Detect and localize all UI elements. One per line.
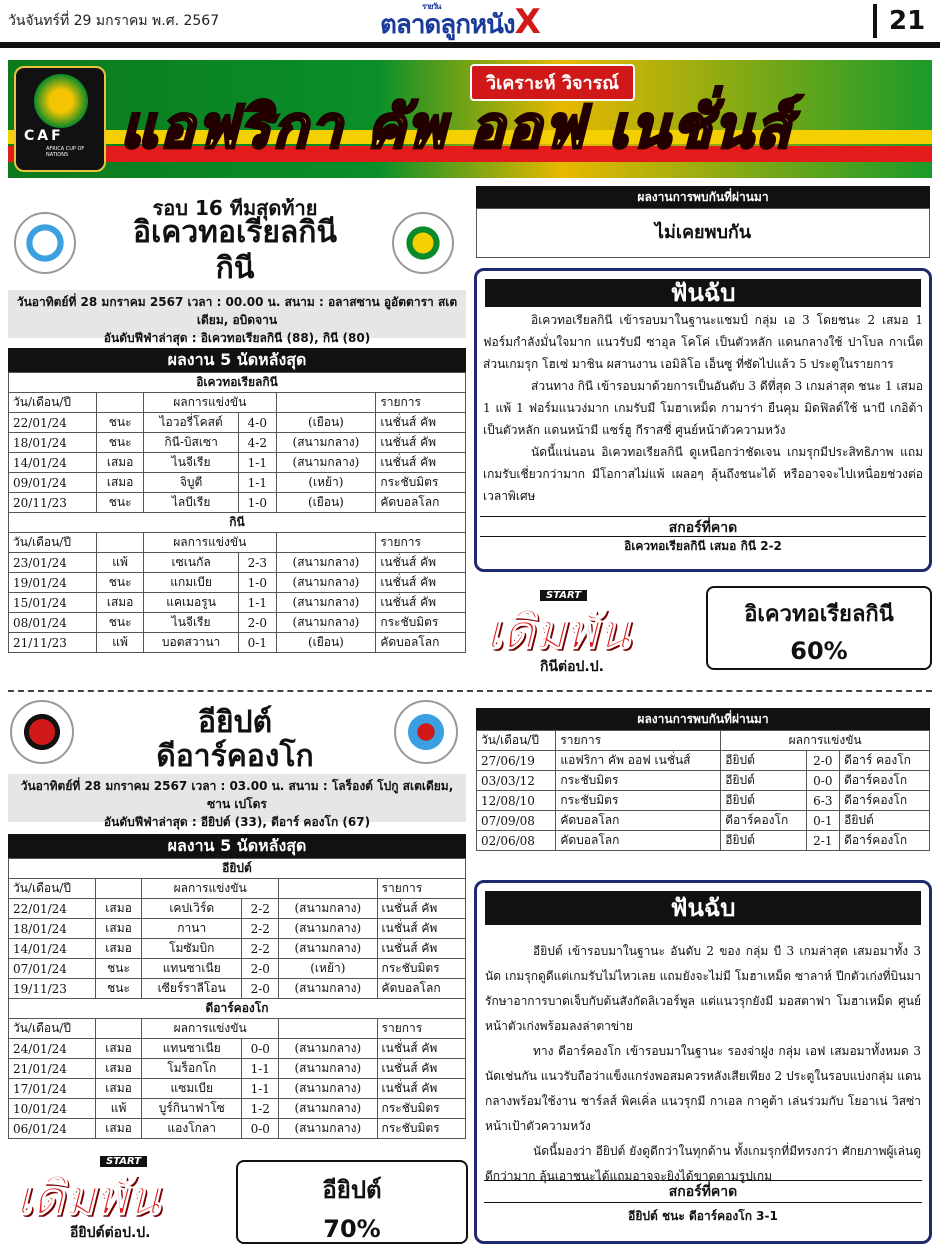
match-date: 18/01/24	[9, 433, 97, 453]
match-outcome: เสมอ	[95, 1119, 141, 1139]
competition: เนชั่นส์ คัพ	[377, 899, 465, 919]
table-row	[9, 413, 466, 433]
score: 2-0	[242, 959, 279, 979]
start-tag: START	[100, 1156, 147, 1167]
venue: (สนามกลาง)	[279, 1059, 377, 1079]
egypt-crest-icon	[10, 700, 74, 764]
match-date: 24/01/24	[9, 1039, 96, 1059]
match-date: 08/01/24	[9, 613, 97, 633]
match-outcome: แพ้	[97, 633, 144, 653]
round-title: รอบ 16 ทีมสุดท้าย	[152, 196, 318, 220]
match-date: 03/03/12	[477, 771, 556, 791]
match-outcome: ชนะ	[97, 573, 144, 593]
form-table	[8, 858, 466, 1139]
score: 1-0	[239, 573, 276, 593]
opponent: บอตสวานา	[144, 633, 239, 653]
table-row	[9, 1059, 466, 1079]
away-subhead: ดีอาร์คองโก	[9, 999, 466, 1019]
away-team: ดีอาร์คองโก	[840, 791, 930, 811]
competition: กระชับมิตร	[377, 959, 465, 979]
col-comp: รายการ	[377, 879, 465, 899]
col-result: ผลการแข่งขัน	[142, 1019, 279, 1039]
handicap-line: กินีต่อป.ป.	[540, 659, 604, 675]
match-outcome: แพ้	[97, 553, 144, 573]
competition: กระชับมิตร	[377, 1099, 465, 1119]
dr-congo-crest-icon	[394, 700, 458, 764]
analysis-p3: นัดนี้มองว่า อียิปต์ ยังดูดีกว่าในทุกด้าน ทั้งเกมรุกที่มีทรงกว่า ศักยภาพผู้เล่นดูดีกว่ามาก ลุ้นเอาชนะได้แถมอาจจะยิงได้ขาดตามรูปเกม	[485, 1144, 921, 1183]
score: 0-1	[239, 633, 276, 653]
match-info-line1: วันอาทิตย์ที่ 28 มกราคม 2567 เวลา : 00.00 น. สนาม : อลาสซาน อูอัตตารา สเตเดียม, อบิดจาน	[16, 295, 458, 327]
score: 1-1	[239, 473, 276, 493]
venue: (สนามกลาง)	[279, 1119, 377, 1139]
match-outcome: เสมอ	[95, 919, 141, 939]
score: 6-3	[806, 791, 840, 811]
away-team: ดีอาร์ คองโก	[840, 751, 930, 771]
home-team: อียิปต์	[721, 751, 806, 771]
competition: คัดบอลโลก	[376, 493, 466, 513]
caf-subtext: AFRICA CUP OF NATIONS	[46, 146, 85, 158]
match-outcome: เสมอ	[95, 1059, 141, 1079]
caf-logo-icon	[14, 66, 106, 172]
competition: เนชั่นส์ คัพ	[376, 433, 466, 453]
venue: (สนามกลาง)	[276, 573, 376, 593]
match-outcome: เสมอ	[95, 1039, 141, 1059]
logo-text: ตลาดลูกหนัง	[380, 10, 515, 40]
start-tag: START	[540, 590, 587, 601]
match-outcome: เสมอ	[95, 939, 141, 959]
match-outcome: เสมอ	[97, 473, 144, 493]
logo-x: X	[514, 2, 540, 42]
home-team: อียิปต์	[721, 771, 806, 791]
match-outcome: แพ้	[95, 1099, 141, 1119]
col-result: ผลการแข่งขัน	[144, 533, 276, 553]
banner-subtitle: วิเคราะห์ วิจารณ์	[470, 64, 635, 101]
form-table	[8, 372, 466, 653]
analysis-title: ฟันฉับ	[485, 279, 921, 307]
competition: เนชั่นส์ คัพ	[377, 1039, 465, 1059]
away-team: อียิปต์	[840, 811, 930, 831]
home-team: อียิปต์	[721, 831, 806, 851]
match-date: 20/11/23	[9, 493, 97, 513]
venue: (สนามกลาง)	[276, 613, 376, 633]
equatorial-guinea-crest-icon	[14, 212, 76, 274]
pick-box	[706, 586, 932, 670]
match-outcome: ชนะ	[97, 433, 144, 453]
home-team: อียิปต์	[721, 791, 806, 811]
competition: เนชั่นส์ คัพ	[377, 939, 465, 959]
col-comp: รายการ	[376, 533, 466, 553]
col-comp: รายการ	[377, 1019, 465, 1039]
opponent: ไนจีเรีย	[144, 453, 239, 473]
match-info-line2: อันดับฟีฟ่าล่าสุด : อียิปต์ (33), ดีอาร์ คองโก (67)	[103, 815, 371, 829]
table-row	[9, 1079, 466, 1099]
venue: (สนามกลาง)	[279, 979, 377, 999]
score: 2-0	[242, 979, 279, 999]
score: 2-2	[242, 939, 279, 959]
competition: คัดบอลโลก	[556, 811, 721, 831]
col-comp: รายการ	[376, 393, 466, 413]
match-date: 06/01/24	[9, 1119, 96, 1139]
home-team-title: อียิปต์	[197, 705, 273, 740]
away-team: ดีอาร์คองโก	[840, 831, 930, 851]
home-team-title: อิเควทอเรียลกินี	[133, 215, 337, 250]
predicted-score: อียิปต์ ชนะ ดีอาร์คองโก 3-1	[484, 1202, 922, 1226]
analysis-title: ฟันฉับ	[485, 891, 921, 925]
score: 1-1	[239, 593, 276, 613]
table-row	[477, 831, 930, 851]
table-row	[9, 1099, 466, 1119]
score: 1-0	[239, 493, 276, 513]
col-result: ผลการแข่งขัน	[142, 879, 279, 899]
venue: (สนามกลาง)	[276, 553, 376, 573]
match-date: 21/01/24	[9, 1059, 96, 1079]
match-date: 07/01/24	[9, 959, 96, 979]
competition: แอฟริกา คัพ ออฟ เนชั่นส์	[556, 751, 721, 771]
table-row	[477, 771, 930, 791]
competition: กระชับมิตร	[376, 473, 466, 493]
table-row	[9, 939, 466, 959]
table-row	[9, 1039, 466, 1059]
score: 0-0	[242, 1039, 279, 1059]
pick-team: อิเควทอเรียลกินี	[744, 602, 894, 627]
table-row	[9, 453, 466, 473]
away-subhead: กินี	[9, 513, 466, 533]
table-row	[477, 811, 930, 831]
opponent: ไอวอรี่โคสต์	[144, 413, 239, 433]
opponent: เคปเวิร์ด	[142, 899, 242, 919]
competition: กระชับมิตร	[377, 1119, 465, 1139]
table-row	[9, 473, 466, 493]
predicted-score: อิเควทอเรียลกินี เสมอ กินี 2-2	[480, 536, 926, 556]
match-date: 14/01/24	[9, 453, 97, 473]
table-row	[9, 433, 466, 453]
analysis-p1: อิเควทอเรียลกินี เข้ารอบมาในฐานะแชมป์ กลุ่ม เอ 3 โดยชนะ 2 เสมอ 1 ฟอร์มกำลังมั่นใจมาก แนวรับมี ซาอุล โคโค่ เป็นตัวหลัก แดนกลางใช้ ปาโบล กาเน็ต ส่วนเกมรุก โฮเซ่ มาชิน ผสานงาน เอมิลิโอ เอ็นซู ที่ซัดไปแล้ว 5 ประตูในรายการ	[483, 313, 923, 371]
match-date: 22/01/24	[9, 413, 97, 433]
competition: กระชับมิตร	[376, 613, 466, 633]
score-heading: สกอร์ที่คาด	[480, 516, 926, 539]
score: 2-2	[242, 919, 279, 939]
col-date: วัน/เดือน/ปี	[9, 393, 97, 413]
form-title: ผลงาน 5 นัดหลังสุด	[8, 834, 466, 858]
h2h-col-date: วัน/เดือน/ปี	[477, 731, 556, 751]
match-outcome: ชนะ	[97, 613, 144, 633]
match-date: 14/01/24	[9, 939, 96, 959]
match-date: 10/01/24	[9, 1099, 96, 1119]
newspaper-logo	[380, 2, 540, 45]
competition: เนชั่นส์ คัพ	[377, 919, 465, 939]
competition: คัดบอลโลก	[556, 831, 721, 851]
match-outcome: เสมอ	[95, 1079, 141, 1099]
venue: (เยือน)	[276, 413, 376, 433]
score: 0-0	[806, 771, 840, 791]
match-outcome: ชนะ	[95, 979, 141, 999]
venue: (สนามกลาง)	[276, 593, 376, 613]
analysis-p3: นัดนี้แน่นอน อิเควทอเรียลกินี ดูเหนือกว่าชัดเจน เกมรุกมีประสิทธิภาพ แถมเกมรับเชี่ยวกว่ามาก มีโอกาสไม่แพ้ เผลอๆ ลุ้นถึงชนะได้ หรืออาจจะไปเหนื่อยช่วงต่อเวลาพิเศษ	[483, 445, 923, 503]
table-row	[9, 573, 466, 593]
away-team-title: กินี	[215, 251, 255, 286]
competition: กระชับมิตร	[556, 771, 721, 791]
home-subhead: อียิปต์	[9, 859, 466, 879]
competition: คัดบอลโลก	[377, 979, 465, 999]
home-subhead: อิเควทอเรียลกินี	[9, 373, 466, 393]
table-row	[9, 899, 466, 919]
score-heading: สกอร์ที่คาด	[484, 1180, 922, 1203]
match-date: 07/09/08	[477, 811, 556, 831]
opponent: แองโกลา	[142, 1119, 242, 1139]
competition: เนชั่นส์ คัพ	[376, 453, 466, 473]
table-row	[477, 751, 930, 771]
competition: เนชั่นส์ คัพ	[377, 1079, 465, 1099]
match-info	[8, 290, 466, 345]
venue: (สนามกลาง)	[279, 1099, 377, 1119]
col-date: วัน/เดือน/ปี	[9, 1019, 96, 1039]
match-outcome: ชนะ	[97, 493, 144, 513]
caf-text: CAF	[24, 128, 64, 144]
match-date: 19/11/23	[9, 979, 96, 999]
match-outcome: เสมอ	[97, 593, 144, 613]
stake-logo: เดิมพัน	[486, 604, 630, 660]
score: 1-2	[242, 1099, 279, 1119]
pick-percent: 70%	[323, 1215, 381, 1243]
page-number: 21	[873, 4, 925, 38]
match-date: 17/01/24	[9, 1079, 96, 1099]
score: 1-1	[242, 1059, 279, 1079]
table-row	[9, 493, 466, 513]
handicap-line: อียิปต์ต่อป.ป.	[70, 1225, 151, 1241]
opponent: โมร็อกโก	[142, 1059, 242, 1079]
score: 0-1	[806, 811, 840, 831]
opponent: โมซัมบิก	[142, 939, 242, 959]
away-team: ดีอาร์คองโก	[840, 771, 930, 791]
match-outcome: ชนะ	[95, 959, 141, 979]
score: 4-2	[239, 433, 276, 453]
match-date: 15/01/24	[9, 593, 97, 613]
opponent: แซมเบีย	[142, 1079, 242, 1099]
analysis-p2: ส่วนทาง กินี เข้ารอบมาด้วยการเป็นอันดับ 3 ดีที่สุด 3 เกมล่าสุด ชนะ 1 เสมอ 1 แพ้ 1 ฟอร์มแนวง่มาก เกมรับมี โมฮาเหม็ด กามาร่า ยืนคุม มิดฟิลด์ใช้ นาบี เกอิต้า เป็นตัวหลัก แดนหน้ามี แซร์ฮู กีราสซี่ ศูนย์หน้าตัวความหวัง	[483, 379, 923, 437]
score: 2-1	[806, 831, 840, 851]
match-info-line2: อันดับฟีฟ่าล่าสุด : อิเควทอเรียลกินี (88), กินี (80)	[103, 331, 371, 345]
opponent: ไนจีเรีย	[144, 613, 239, 633]
competition: เนชั่นส์ คัพ	[377, 1059, 465, 1079]
h2h-title: ผลงานการพบกันที่ผ่านมา	[476, 186, 930, 208]
venue: (เยือน)	[276, 633, 376, 653]
match-date: 27/06/19	[477, 751, 556, 771]
opponent: แทนซาเนีย	[142, 959, 242, 979]
h2h-title: ผลงานการพบกันที่ผ่านมา	[476, 708, 930, 730]
match-date: 22/01/24	[9, 899, 96, 919]
col-date: วัน/เดือน/ปี	[9, 879, 96, 899]
match-outcome: เสมอ	[97, 453, 144, 473]
banner-title: แอฟริกา คัพ ออฟ เนชั่นส์	[120, 93, 793, 161]
table-row	[9, 593, 466, 613]
competition: เนชั่นส์ คัพ	[376, 553, 466, 573]
away-team-title: ดีอาร์คองโก	[156, 739, 314, 774]
table-row	[9, 553, 466, 573]
match-date: 21/11/23	[9, 633, 97, 653]
h2h-none: ไม่เคยพบกัน	[476, 208, 930, 258]
logo-mini-text: รายวัน	[422, 2, 441, 11]
score: 4-0	[239, 413, 276, 433]
analysis-p2: ทาง ดีอาร์คองโก เข้ารอบมาในฐานะ รองจ่าฝูง กลุ่ม เอฟ เสมอมาทั้งหมด 3 นัดเช่นกัน แนวรับถือว่าแข็งแกร่งพอสมควรหลังเสียเพียง 2 ประตูในรอบแบ่งกลุ่ม แดนกลางพร้อมใช้งาน ชาร์ลส์ พิคเคิ่ล แนวรุกมี กาเอล กาคูต้า เล่นร่วมกับ โยอาเน่ วิสซ่า หน้าเป้าตัวความหวัง	[485, 1044, 921, 1133]
match-date: 19/01/24	[9, 573, 97, 593]
venue: (สนามกลาง)	[279, 1079, 377, 1099]
match-date: 12/08/10	[477, 791, 556, 811]
competition: เนชั่นส์ คัพ	[376, 413, 466, 433]
score: 2-0	[806, 751, 840, 771]
opponent: จิบูตี	[144, 473, 239, 493]
opponent: กินี-บิสเซา	[144, 433, 239, 453]
table-row	[477, 791, 930, 811]
competition: คัดบอลโลก	[376, 633, 466, 653]
opponent: แกมเบีย	[144, 573, 239, 593]
h2h-col-comp: รายการ	[556, 731, 721, 751]
competition: เนชั่นส์ คัพ	[376, 593, 466, 613]
table-row	[9, 613, 466, 633]
venue: (สนามกลาง)	[279, 1039, 377, 1059]
stake-logo: เดิมพัน	[16, 1170, 160, 1226]
score: 0-0	[242, 1119, 279, 1139]
form-title: ผลงาน 5 นัดหลังสุด	[8, 348, 466, 372]
opponent: แทนซาเนีย	[142, 1039, 242, 1059]
match-date: 09/01/24	[9, 473, 97, 493]
venue: (สนามกลาง)	[279, 939, 377, 959]
opponent: เซเนกัล	[144, 553, 239, 573]
venue: (สนามกลาง)	[276, 453, 376, 473]
table-row	[9, 1119, 466, 1139]
issue-date: วันจันทร์ที่ 29 มกราคม พ.ศ. 2567	[8, 13, 220, 29]
match-info	[8, 774, 466, 829]
h2h-col-result: ผลการแข่งขัน	[721, 731, 930, 751]
home-team: ดีอาร์คองโก	[721, 811, 806, 831]
col-result: ผลการแข่งขัน	[144, 393, 276, 413]
competition: กระชับมิตร	[556, 791, 721, 811]
match-info-line1: วันอาทิตย์ที่ 28 มกราคม 2567 เวลา : 03.00 น. สนาม : โลร็องต์ โปกู สเตเดียม, ซาน เปโดร	[20, 779, 454, 811]
venue: (เหย้า)	[279, 959, 377, 979]
match-date: 02/06/08	[477, 831, 556, 851]
match-outcome: เสมอ	[95, 899, 141, 919]
analysis-p1: อียิปต์ เข้ารอบมาในฐานะ อันดับ 2 ของ กลุ่ม บี 3 เกมล่าสุด เสมอมาทั้ง 3 นัด เกมรุกดูดีแต่เกมรับไม่ไหวเลย แถมยังจะไม่มี โมฮาเหม็ด ซาลาห์ ปีกตัวเก่งที่บินมารักษาอาการบาดเจ็บกับต้นสังกัดลิเวอร์พูล แต่แนวรุกยังมี มอสตาฟา โมฮาเหม็ด ศูนย์หน้าตัวเก่งพร้อมลงล่าตาข่าย	[485, 944, 921, 1033]
venue: (เหย้า)	[276, 473, 376, 493]
score: 2-3	[239, 553, 276, 573]
opponent: บูร์กินาฟาโซ	[142, 1099, 242, 1119]
venue: (สนามกลาง)	[279, 899, 377, 919]
competition: เนชั่นส์ คัพ	[376, 573, 466, 593]
match-date: 23/01/24	[9, 553, 97, 573]
table-row	[9, 979, 466, 999]
score: 1-1	[242, 1079, 279, 1099]
match-outcome: ชนะ	[97, 413, 144, 433]
guinea-crest-icon	[392, 212, 454, 274]
venue: (สนามกลาง)	[276, 433, 376, 453]
opponent: ไลบีเรีย	[144, 493, 239, 513]
table-row	[9, 633, 466, 653]
opponent: แคเมอรูน	[144, 593, 239, 613]
score: 1-1	[239, 453, 276, 473]
match-date: 18/01/24	[9, 919, 96, 939]
venue: (สนามกลาง)	[279, 919, 377, 939]
header-rule	[0, 42, 940, 48]
h2h-table	[476, 730, 930, 851]
opponent: เซียร์ราลีโอน	[142, 979, 242, 999]
opponent: กานา	[142, 919, 242, 939]
venue: (เยือน)	[276, 493, 376, 513]
section-divider	[8, 690, 932, 692]
table-row	[9, 959, 466, 979]
col-date: วัน/เดือน/ปี	[9, 533, 97, 553]
pick-percent: 60%	[790, 637, 848, 665]
score: 2-2	[242, 899, 279, 919]
pick-box	[236, 1160, 468, 1244]
score: 2-0	[239, 613, 276, 633]
pick-team: อียิปต์	[322, 1176, 382, 1204]
table-row	[9, 919, 466, 939]
